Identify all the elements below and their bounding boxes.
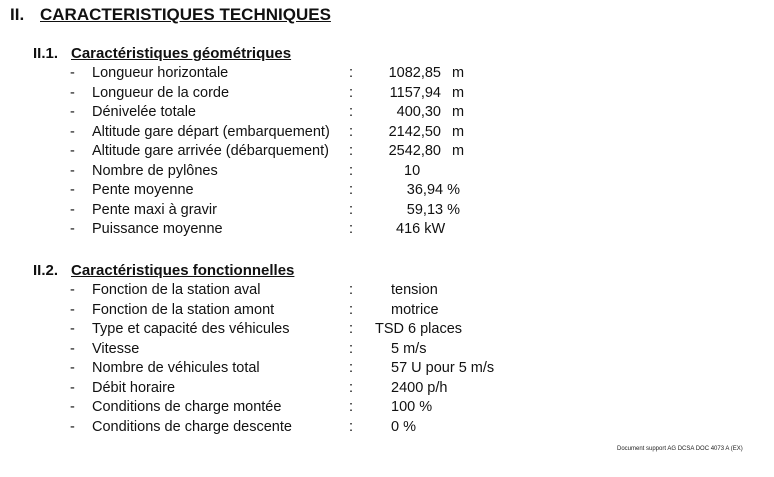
bullet-dash: - [70,399,75,415]
separator: : [349,143,354,159]
heading-title: CARACTERISTIQUES TECHNIQUES [40,5,331,24]
spec-unit: m [452,65,465,81]
spec-label: Conditions de charge descente [92,419,292,435]
bullet-dash: - [70,282,75,298]
spec-unit: m [452,85,465,101]
spec-value: 400,30 [396,104,441,120]
heading-number: II. [10,5,25,24]
spec-value: 10 [404,163,421,179]
spec-row [0,122,774,142]
spec-value: 5 m/s [391,341,427,357]
bullet-dash: - [70,202,75,218]
bullet-dash: - [70,360,75,376]
section-number: II.2. [33,262,59,279]
separator: : [349,163,354,179]
spec-row [0,180,774,200]
spec-value: TSD 6 places [375,321,463,337]
spec-label: Pente maxi à gravir [92,202,217,218]
separator: : [349,282,354,298]
separator: : [349,124,354,140]
separator: : [349,302,354,318]
bullet-dash: - [70,104,75,120]
bullet-dash: - [70,65,75,81]
separator: : [349,399,354,415]
spec-label: Vitesse [92,341,140,357]
bullet-dash: - [70,124,75,140]
spec-row [0,300,774,320]
spec-row [0,280,774,300]
spec-unit: m [452,124,465,140]
spec-row [0,161,774,181]
separator: : [349,65,354,81]
spec-row [0,200,774,220]
spec-value: 2142,50 [388,124,441,140]
spec-unit: m [452,104,465,120]
separator: : [349,380,354,396]
section-number: II.1. [33,45,59,62]
spec-value: 59,13 % [406,202,460,218]
spec-label: Pente moyenne [92,182,194,198]
spec-row [0,63,774,83]
spec-label: Altitude gare arrivée (débarquement) [92,143,329,159]
section-heading [33,45,291,62]
bullet-dash: - [70,221,75,237]
bullet-dash: - [70,85,75,101]
spec-label: Fonction de la station amont [92,302,275,318]
spec-label: Fonction de la station aval [92,282,261,298]
spec-value: 2400 p/h [391,380,448,396]
document-reference: Document support AG DCSA DOC 4073 A (EX) [617,446,743,452]
spec-value: tension [391,282,438,298]
separator: : [349,104,354,120]
spec-row [0,378,774,398]
bullet-dash: - [70,341,75,357]
spec-unit: m [452,143,465,159]
bullet-dash: - [70,143,75,159]
spec-row [0,417,774,437]
spec-label: Puissance moyenne [92,221,223,237]
separator: : [349,221,354,237]
bullet-dash: - [70,380,75,396]
spec-label: Débit horaire [92,380,176,396]
spec-value: 0 % [391,419,416,435]
document-heading [10,5,331,25]
section-heading [33,262,294,279]
spec-value: 100 % [391,399,433,415]
spec-row [0,141,774,161]
spec-value: 1157,94 [389,85,441,101]
section-title: Caractéristiques géométriques [71,45,292,62]
spec-row [0,83,774,103]
spec-label: Nombre de véhicules total [92,360,260,376]
spec-value: motrice [391,302,439,318]
bullet-dash: - [70,302,75,318]
spec-label: Longueur de la corde [92,85,230,101]
spec-label: Type et capacité des véhicules [92,321,290,337]
spec-row [0,102,774,122]
spec-row [0,358,774,378]
spec-value: 2542,80 [388,143,441,159]
bullet-dash: - [70,182,75,198]
spec-value: 57 U pour 5 m/s [391,360,495,376]
separator: : [349,419,354,435]
spec-row [0,339,774,359]
separator: : [349,182,354,198]
spec-value: 36,94 % [406,182,460,198]
bullet-dash: - [70,321,75,337]
bullet-dash: - [70,163,75,179]
separator: : [349,321,354,337]
spec-label: Nombre de pylônes [92,163,218,179]
spec-label: Altitude gare départ (embarquement) [92,124,330,140]
spec-label: Longueur horizontale [92,65,229,81]
separator: : [349,202,354,218]
spec-label: Conditions de charge montée [92,399,282,415]
bullet-dash: - [70,419,75,435]
spec-value: 1082,85 [388,65,441,81]
separator: : [349,341,354,357]
spec-value: 416 kW [396,221,446,237]
spec-label: Dénivelée totale [92,104,196,120]
spec-row [0,319,774,339]
spec-row [0,219,774,239]
separator: : [349,360,354,376]
spec-row [0,397,774,417]
section-title: Caractéristiques fonctionnelles [71,262,295,279]
separator: : [349,85,354,101]
